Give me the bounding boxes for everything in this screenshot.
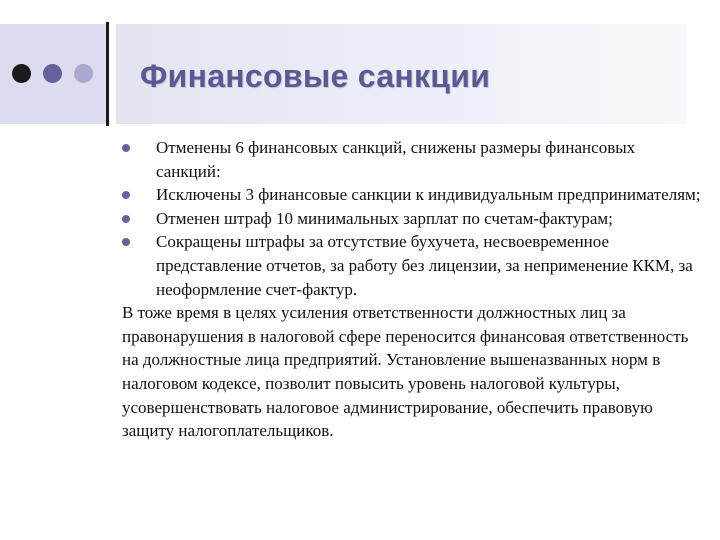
decorative-dots [12,64,93,83]
light-dot-icon [74,64,93,83]
bullet-item [122,136,702,183]
title-divider [106,22,109,126]
bullet-list [122,136,702,301]
bullet-icon [122,191,130,199]
slide-content [122,136,702,443]
bullet-item [122,183,702,207]
body-paragraph: В тоже время в целях усиления ответственности должностных лиц за правонарушения в налоговой сфере переносится финансовая ответственность на должностные лица предприятий. Установление вышеназванных норм в налоговом кодексе, позволит повысить уровень налоговой культуры, усовершенствовать налоговое администрирование, обеспечить правовую защиту налогоплательщиков. [122,303,689,441]
dark-dot-icon [12,64,31,83]
bullet-text: Сокращены штрафы за отсутствие бухучета, несвоевременное представление отчетов, за работу без лицензии, за неприменение ККМ, за неоформление счет-фактур. [156,232,693,299]
bullet-text: Отменены 6 финансовых санкций, снижены размеры финансовых санкций: [156,138,636,181]
bullet-item [122,230,702,301]
bullet-icon [122,238,130,246]
medium-dot-icon [43,64,62,83]
bullet-text: Исключены 3 финансовые санкции к индивидуальным предпринимателям; [156,185,701,205]
bullet-icon [122,215,130,223]
bullet-item [122,207,702,231]
bullet-text: Отменен штраф 10 минимальных зарплат по счетам-фактурам; [156,208,613,228]
bullet-icon [122,144,130,152]
slide-title: Финансовые санкции [140,58,491,94]
